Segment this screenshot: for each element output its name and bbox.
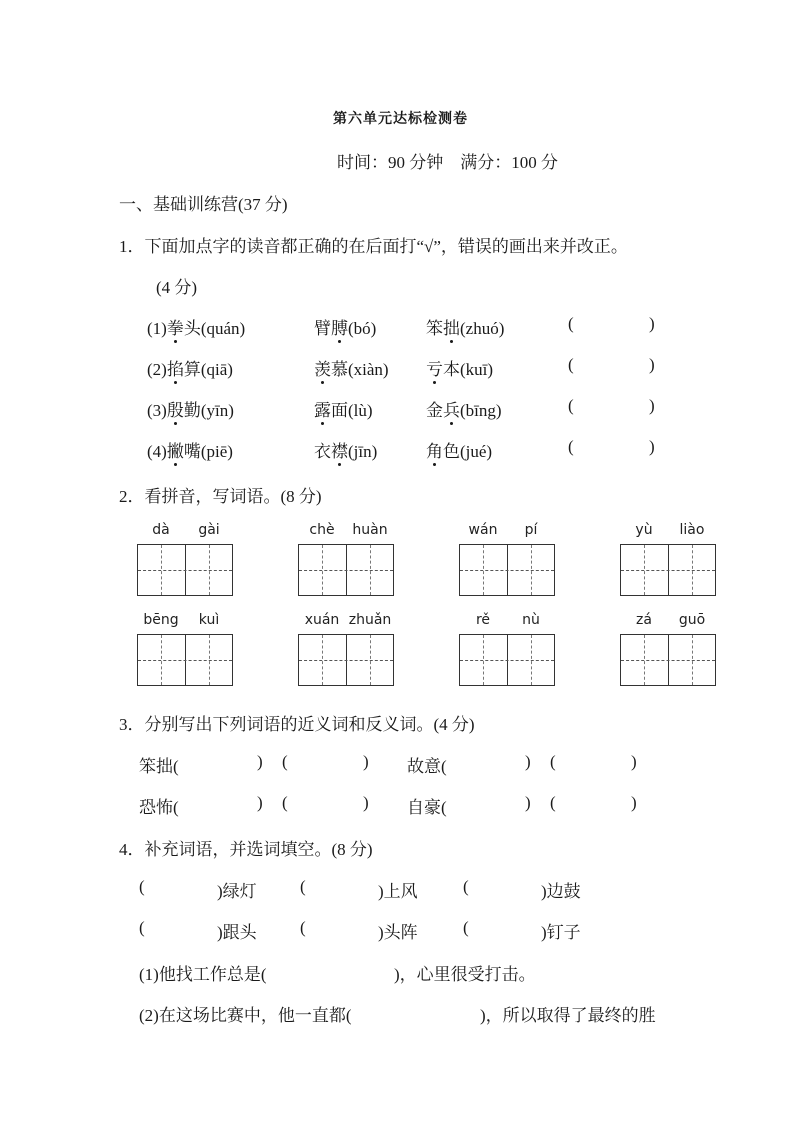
antonym-blank-close: ) [363, 793, 369, 812]
pronunciation-item: 笨拙(zhuó) [426, 319, 505, 338]
sentence-2-end: )，所以取得了最终的胜 [480, 1006, 656, 1025]
grid-line [138, 660, 232, 661]
pinyin-label: chè [309, 522, 335, 538]
answer-blank[interactable]: ( [568, 396, 574, 415]
fill-blank[interactable]: ( [300, 877, 306, 896]
writing-grid[interactable] [620, 634, 716, 686]
pinyin-label: xuán [304, 612, 340, 628]
grid-line [621, 570, 715, 571]
dotted-character: 拳 [166, 319, 184, 338]
dotted-character: 殷 [166, 401, 184, 420]
question-3-prompt: 3．分别写出下列词语的近义词和反义词。(4 分) [119, 715, 475, 734]
answer-blank-close: ) [649, 314, 655, 333]
pinyin-label: rě [475, 612, 491, 628]
pinyin-label: zá [636, 612, 652, 628]
dotted-character: 露 [314, 401, 331, 420]
grid-line [138, 570, 232, 571]
fill-blank[interactable]: ( [139, 877, 145, 896]
pinyin-label: kuì [198, 612, 220, 628]
answer-blank[interactable]: ( [568, 355, 574, 374]
pinyin-label: guō [678, 612, 706, 628]
grid-line [299, 660, 393, 661]
fill-blank[interactable]: ( [139, 918, 145, 937]
exam-meta: 时间：90 分钟 满分：100 分 [337, 153, 558, 172]
fill-blank[interactable]: ( [463, 877, 469, 896]
pinyin-label: huàn [352, 522, 388, 538]
writing-grid[interactable] [298, 544, 394, 596]
grid-line [299, 570, 393, 571]
pinyin-label: liào [679, 522, 705, 538]
grid-line [460, 660, 554, 661]
dotted-character: 角 [426, 442, 443, 461]
pronunciation-item: 羡慕(xiàn) [314, 360, 389, 379]
page-title: 第六单元达标检测卷 [333, 111, 468, 127]
synonym-blank[interactable]: ) [525, 752, 531, 771]
grid-line [460, 570, 554, 571]
sentence-1-end: )，心里很受打击。 [394, 965, 536, 984]
pinyin-label: nù [522, 612, 540, 628]
fill-blank[interactable]: ( [300, 918, 306, 937]
antonym-blank[interactable]: ( [550, 752, 556, 771]
dotted-character: 亏 [426, 360, 443, 379]
writing-grid[interactable] [298, 634, 394, 686]
grid-line [621, 660, 715, 661]
word-label: 恐怖( [139, 798, 179, 817]
fill-word: )上风 [378, 882, 418, 901]
antonym-blank[interactable]: ( [282, 752, 288, 771]
writing-grid[interactable] [137, 634, 233, 686]
word-label: 故意( [407, 757, 447, 776]
dotted-character: 羡 [314, 360, 331, 379]
sentence-2: (2)在这场比赛中，他一直都( [139, 1006, 352, 1025]
section-heading: 一、基础训练营(37 分) [119, 195, 288, 214]
pronunciation-item: (1)拳头(quán) [147, 319, 246, 338]
pronunciation-item: 角色(jué) [426, 442, 493, 461]
pronunciation-item: 露面(lù) [314, 401, 373, 420]
pinyin-label: pí [524, 522, 538, 538]
synonym-blank[interactable]: ) [257, 752, 263, 771]
word-label: 笨拙( [139, 757, 179, 776]
question-1-prompt: 1．下面加点字的读音都正确的在后面打“√”，错误的画出来并改正。 [119, 237, 628, 256]
answer-blank[interactable]: ( [568, 437, 574, 456]
pinyin-label: wán [468, 522, 498, 538]
fill-blank[interactable]: ( [463, 918, 469, 937]
answer-blank[interactable]: ( [568, 314, 574, 333]
writing-grid[interactable] [620, 544, 716, 596]
answer-blank-close: ) [649, 437, 655, 456]
dotted-character: 撇 [166, 442, 184, 461]
antonym-blank-close: ) [363, 752, 369, 771]
antonym-blank[interactable]: ( [282, 793, 288, 812]
question-1-score: (4 分) [156, 278, 198, 297]
pronunciation-item: 金兵(bīng) [426, 401, 502, 420]
dotted-character: 膊 [331, 319, 348, 338]
dotted-character: 襟 [331, 442, 348, 461]
writing-grid[interactable] [137, 544, 233, 596]
pronunciation-item: 亏本(kuī) [426, 360, 494, 379]
pinyin-label: bēng [143, 612, 179, 628]
pronunciation-item: (2)掐算(qiā) [147, 360, 233, 379]
antonym-blank[interactable]: ( [550, 793, 556, 812]
word-label: 自豪( [407, 798, 447, 817]
antonym-blank-close: ) [631, 793, 637, 812]
pinyin-label: zhuǎn [348, 612, 392, 628]
answer-blank-close: ) [649, 396, 655, 415]
antonym-blank-close: ) [631, 752, 637, 771]
pronunciation-item: 衣襟(jīn) [314, 442, 378, 461]
pronunciation-item: 臂膊(bó) [314, 319, 377, 338]
question-4-prompt: 4．补充词语，并选词填空。(8 分) [119, 840, 373, 859]
synonym-blank[interactable]: ) [257, 793, 263, 812]
pronunciation-item: (4)撇嘴(piē) [147, 442, 233, 461]
writing-grid[interactable] [459, 544, 555, 596]
dotted-character: 掐 [166, 360, 184, 379]
fill-word: )绿灯 [217, 882, 257, 901]
fill-word: )头阵 [378, 923, 418, 942]
pinyin-label: yù [635, 522, 653, 538]
fill-word: )钉子 [541, 923, 581, 942]
pronunciation-item: (3)殷勤(yīn) [147, 401, 234, 420]
fill-word: )跟头 [217, 923, 257, 942]
fill-word: )边鼓 [541, 882, 581, 901]
dotted-character: 拙 [443, 319, 460, 338]
dotted-character: 兵 [443, 401, 460, 420]
pinyin-label: gài [198, 522, 220, 538]
question-2-prompt: 2．看拼音，写词语。(8 分) [119, 487, 322, 506]
pinyin-label: dà [152, 522, 170, 538]
sentence-1: (1)他找工作总是( [139, 965, 267, 984]
answer-blank-close: ) [649, 355, 655, 374]
synonym-blank[interactable]: ) [525, 793, 531, 812]
writing-grid[interactable] [459, 634, 555, 686]
